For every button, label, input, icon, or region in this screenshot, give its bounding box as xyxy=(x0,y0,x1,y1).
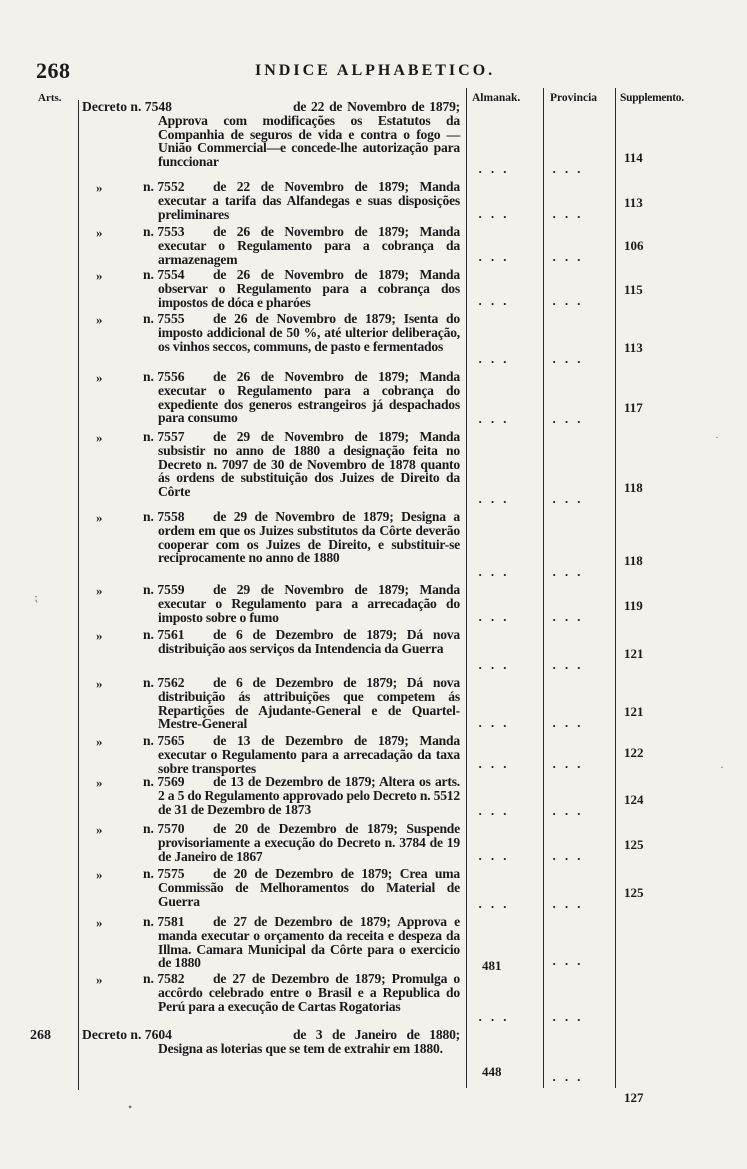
almanak-page: 481 xyxy=(482,958,502,973)
index-entry xyxy=(0,867,747,915)
decree-number: n. 7553 xyxy=(143,224,185,239)
index-entry xyxy=(0,430,747,510)
decree-number: n. 7582 xyxy=(143,971,185,986)
ditto-mark: » xyxy=(96,430,103,445)
leader-dots: ··· xyxy=(552,414,590,429)
ditto-mark: » xyxy=(96,915,103,930)
leader-dots: ··· xyxy=(552,612,590,627)
decree-number: n. 7558 xyxy=(143,509,185,524)
supplemento-page: 125 xyxy=(624,837,644,852)
index-entry xyxy=(0,915,747,972)
decree-number: n. 7559 xyxy=(143,582,185,597)
decree-number: n. 7554 xyxy=(143,267,185,282)
leader-dots: ··· xyxy=(478,414,516,429)
decree-number: Decreto n. 7604 xyxy=(82,1027,172,1042)
index-entry xyxy=(0,312,747,370)
leader-dots: ··· xyxy=(552,567,590,582)
decree-description: de 29 de Novembro de 1879; Manda subsistir no anno de 1880 a designação feita no Decreto n. 7097 de 30 de Novembro de 1878 quanto ás ordens de substituição dos Juizes de Direito da Côrte xyxy=(158,429,460,500)
column-header-arts: Arts. xyxy=(38,92,62,104)
margin-speck: · xyxy=(720,760,724,774)
leader-dots: ··· xyxy=(478,567,516,582)
leader-dots: ··· xyxy=(478,354,516,369)
ditto-mark: » xyxy=(96,775,103,790)
supplemento-page: 122 xyxy=(624,745,644,760)
decree-description: de 6 de Dezembro de 1879; Dá nova distribuição aos serviços da Intendencia da Guerra xyxy=(158,627,460,656)
ditto-mark: » xyxy=(96,628,103,643)
leader-dots: ··· xyxy=(552,296,590,311)
decree-number: n. 7557 xyxy=(143,429,185,444)
index-entry xyxy=(0,370,747,430)
running-title: INDICE ALPHABETICO. xyxy=(255,62,496,79)
leader-dots: ··· xyxy=(552,718,590,733)
leader-dots: ··· xyxy=(478,164,516,179)
supplemento-page: 118 xyxy=(624,480,643,495)
supplemento-page: 113 xyxy=(624,195,643,210)
leader-dots: ··· xyxy=(478,252,516,267)
leader-dots: ··· xyxy=(552,494,590,509)
index-entry xyxy=(0,822,747,867)
decree-description: de 13 de Dezembro de 1879; Altera os arts. 2 a 5 do Regulamento approvado pelo Decreto n. 5512 de 31 de Dezembro de 1873 xyxy=(158,774,460,817)
index-entry xyxy=(0,676,747,734)
decree-number: n. 7561 xyxy=(143,627,185,642)
leader-dots: ··· xyxy=(552,354,590,369)
decree-description: de 20 de Dezembro de 1879; Crea uma Commissão de Melhoramentos do Material de Guerra xyxy=(158,866,460,909)
supplemento-page: 118 xyxy=(624,553,643,568)
margin-speck: · xyxy=(715,430,719,444)
ditto-mark: » xyxy=(96,867,103,882)
decree-description: de 13 de Dezembro de 1879; Manda executar o Regulamento para a arrecadação da taxa sobre transportes xyxy=(158,733,460,776)
column-header-provincia: Provincia xyxy=(550,92,598,104)
page-number: 268 xyxy=(36,58,71,83)
decree-description: de 6 de Dezembro de 1879; Dá nova distribuição ás attribuições que competem ás Repartições de Ajudante-General e de Quartel-Mestre-General xyxy=(158,675,460,732)
leader-dots: ··· xyxy=(478,759,516,774)
index-entry xyxy=(0,734,747,775)
index-entry xyxy=(0,583,747,628)
ditto-mark: » xyxy=(96,676,103,691)
margin-speck: ⁏ xyxy=(34,590,39,604)
supplemento-page: 113 xyxy=(624,340,643,355)
supplemento-page: 125 xyxy=(624,885,644,900)
decree-description: de 26 de Novembro de 1879; Manda executar o Regulamento para a cobrança do expediente dos generos estrangeiros já despachados para consumo xyxy=(158,369,460,426)
margin-speck: • xyxy=(128,1100,133,1114)
ditto-mark: » xyxy=(96,180,103,195)
ditto-mark: » xyxy=(96,510,103,525)
leader-dots: ··· xyxy=(552,759,590,774)
decree-description: de 22 de Novembro de 1879; Approva com modificações os Estatutos da Companhia de seguros de vida e contra o fogo —União Commercial—e concede-lhe autorização para funccionar xyxy=(158,99,460,170)
decree-number: n. 7581 xyxy=(143,914,185,929)
leader-dots: ··· xyxy=(552,899,590,914)
decree-number: n. 7552 xyxy=(143,179,185,194)
leader-dots: ··· xyxy=(478,209,516,224)
supplemento-page: 127 xyxy=(624,1090,644,1105)
leader-dots: ··· xyxy=(478,899,516,914)
decree-description: de 27 de Dezembro de 1879; Approva e manda executar o orçamento da receita e despeza da Illma. Camara Municipal da Côrte para o exercicio de 1880 xyxy=(158,914,460,971)
decree-description: de 26 de Novembro de 1879; Isenta do imposto addicional de 50 %, até ulterior deliberação, os vinhos seccos, communs, de pasto e fermentados xyxy=(158,311,460,354)
supplemento-page: 115 xyxy=(624,282,643,297)
leader-dots: ··· xyxy=(478,296,516,311)
index-entry xyxy=(0,1028,747,1088)
leader-dots: ··· xyxy=(478,806,516,821)
supplemento-page: 106 xyxy=(624,238,644,253)
index-entry xyxy=(0,180,747,225)
ditto-mark: » xyxy=(96,734,103,749)
decree-description: de 3 de Janeiro de 1880; Designa as loterias que se tem de extrahir em 1880. xyxy=(158,1027,460,1056)
decree-number: n. 7562 xyxy=(143,675,185,690)
almanak-page: 448 xyxy=(482,1064,502,1079)
decree-description: de 27 de Dezembro de 1879; Promulga o accôrdo celebrado entre o Brasil e a Republica do Perú para a execução de Cartas Rogatorias xyxy=(158,971,460,1014)
supplemento-page: 114 xyxy=(624,150,643,165)
index-entry xyxy=(0,225,747,268)
supplemento-page: 117 xyxy=(624,400,643,415)
ditto-mark: » xyxy=(96,583,103,598)
decree-number: n. 7555 xyxy=(143,311,185,326)
leader-dots: ··· xyxy=(478,851,516,866)
decree-number: n. 7565 xyxy=(143,733,185,748)
decree-description: de 29 de Novembro de 1879; Manda executar o Regulamento para a arrecadação do imposto sobre o fumo xyxy=(158,582,460,625)
index-entry xyxy=(0,628,747,676)
leader-dots: ··· xyxy=(552,956,590,971)
decree-number: Decreto n. 7548 xyxy=(82,99,172,114)
supplemento-page: 121 xyxy=(624,646,644,661)
index-entry xyxy=(0,268,747,312)
leader-dots: ··· xyxy=(478,612,516,627)
ditto-mark: » xyxy=(96,312,103,327)
leader-dots: ··· xyxy=(552,660,590,675)
leader-dots: ··· xyxy=(552,1072,590,1087)
decree-number: n. 7556 xyxy=(143,369,185,384)
ditto-mark: » xyxy=(96,225,103,240)
leader-dots: ··· xyxy=(478,1012,516,1027)
leader-dots: ··· xyxy=(552,806,590,821)
column-header-supplemento: Supplemento. xyxy=(620,92,684,104)
decree-number: n. 7575 xyxy=(143,866,185,881)
ditto-mark: » xyxy=(96,268,103,283)
leader-dots: ··· xyxy=(478,718,516,733)
leader-dots: ··· xyxy=(552,1012,590,1027)
ditto-mark: » xyxy=(96,370,103,385)
decree-description: de 22 de Novembro de 1879; Manda executar a tarifa das Alfandegas e suas disposições preliminares xyxy=(158,179,460,222)
decree-description: de 26 de Novembro de 1879; Manda executar o Regulamento para a cobrança da armazenagem xyxy=(158,224,460,267)
column-header-almanak: Almanak. xyxy=(472,92,521,104)
leader-dots: ··· xyxy=(552,851,590,866)
index-entry xyxy=(0,775,747,822)
decree-description: de 26 de Novembro de 1879; Manda observar o Regulamento para a cobrança dos impostos de dóca e pharóes xyxy=(158,267,460,310)
decree-description: de 29 de Novembro de 1879; Designa a ordem em que os Juizes substitutos da Côrte deverão cooperar com os Juizes de Direito, e substituir-se reciprocamente no anno de 1880 xyxy=(158,509,460,566)
ditto-mark: » xyxy=(96,822,103,837)
leader-dots: ··· xyxy=(552,252,590,267)
decree-number: n. 7569 xyxy=(143,774,185,789)
supplemento-page: 121 xyxy=(624,704,644,719)
leader-dots: ··· xyxy=(552,209,590,224)
supplemento-page: 119 xyxy=(624,598,643,613)
index-entry xyxy=(0,100,747,180)
leader-dots: ··· xyxy=(478,660,516,675)
index-entry xyxy=(0,510,747,583)
supplemento-page: 124 xyxy=(624,792,644,807)
article-number: 268 xyxy=(30,1028,51,1043)
ditto-mark: » xyxy=(96,972,103,987)
decree-description: de 20 de Dezembro de 1879; Suspende provisoriamente a execução do Decreto n. 3784 de 19 de Janeiro de 1867 xyxy=(158,821,460,864)
leader-dots: ··· xyxy=(552,164,590,179)
leader-dots: ··· xyxy=(478,494,516,509)
decree-number: n. 7570 xyxy=(143,821,185,836)
